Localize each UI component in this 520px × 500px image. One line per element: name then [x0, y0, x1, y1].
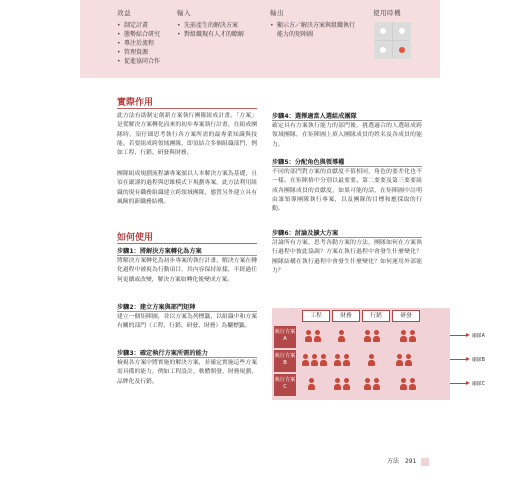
matrix-column-header: 行銷 — [362, 310, 390, 322]
step-1-title: 步驟1：將解決方案轉化為方案 — [117, 248, 202, 255]
person-icon — [343, 378, 350, 390]
step-5-text: 不同的部門對方案的貢獻度不值相同，角色的要差化也不一樣。在矩陣格中分別以最要要、第二要要及第三要要組成各團隊成員的貢獻度，如果可能的話，在矩陣圖中註明由誰領導團隊執行專案，以及團隊的目標和應採取的行動。 — [272, 169, 422, 213]
how-section-title: 如何使用 — [117, 233, 154, 243]
divider — [272, 120, 422, 121]
page-footer — [387, 456, 429, 466]
team-label: 團隊B — [472, 358, 485, 363]
page-number: 291 — [404, 458, 417, 465]
matrix-row-label: 執行方案C — [274, 374, 296, 396]
divider — [117, 108, 257, 109]
benefit-item: • 專注於流程 — [117, 39, 199, 48]
output-label: 輸出 — [270, 9, 284, 17]
divider — [117, 243, 257, 244]
usage-time-column — [373, 8, 413, 59]
team-matrix-illustration — [272, 308, 450, 400]
person-icon — [314, 330, 321, 342]
arrow-head-icon — [466, 381, 470, 385]
input-item: • 先前產生的解決方案 — [177, 21, 265, 30]
footer-section-label: 方法 — [387, 458, 400, 465]
person-icon — [400, 378, 407, 390]
person-icon — [343, 354, 350, 366]
divider — [117, 357, 257, 358]
benefit-item: • 制定計畫 — [117, 21, 199, 30]
matrix-column-header: 財務 — [332, 310, 360, 322]
person-icon — [364, 378, 371, 390]
person-icon — [334, 378, 341, 390]
matrix-column-header: 研發 — [392, 310, 420, 322]
step-2-title: 步驟2：建立方案與部門矩陣 — [117, 304, 196, 311]
benefit-item: • 促進協同合作 — [117, 57, 199, 66]
input-item: • 對組織現有人才的瞭解 — [177, 30, 265, 39]
method-info-panel — [80, 0, 440, 78]
person-icon — [373, 378, 380, 390]
team-label: 團隊C — [472, 382, 485, 387]
person-icon — [405, 354, 412, 366]
divider — [117, 311, 257, 312]
step-5-title: 步驟5：分配角色與領導權 — [272, 159, 345, 166]
step-3-title: 步驟3：確定執行方案所需的能力 — [117, 350, 208, 357]
person-icon — [400, 330, 407, 342]
matrix-row-label: 執行方案A — [274, 326, 296, 348]
person-icon — [409, 378, 416, 390]
person-icon — [409, 330, 416, 342]
practical-paragraph-2: 團隊組成規劃流程讓專案頒以人本解決方案為基礎，且須在嚴謹的過程與思維模式下規劃專案，此方法利用組織的現有職務組織建立跨領域團隊，態質另外建立具有風險的新職務結構。 — [117, 171, 257, 205]
practical-section-title: 實際作用 — [117, 98, 154, 108]
person-icon — [308, 378, 315, 390]
benefit-item: • 態勢綜合研究 — [117, 30, 199, 39]
divider — [272, 166, 422, 167]
usage-time-label: 使用時機 — [373, 9, 401, 17]
person-icon — [302, 354, 309, 366]
usage-time-grid-icon — [373, 21, 411, 59]
matrix-column-header: 工程 — [302, 310, 330, 322]
step-4-text: 確定具有方案執行能力的部門後，挑選適合的人選組成跨領域團隊，在矩陣圖上填入團隊成員的姓名及各成員的能力。 — [272, 123, 422, 148]
input-column — [177, 8, 265, 39]
person-icon — [396, 354, 403, 366]
practical-paragraph-1: 此方法有助制定創新方案執行團隊組成計畫。「方案」是從解決方案轉化而來的初步專案執行計畫，在組成團隊時，須仔細思考執行各方案所需的最專業知識與技能。若要組成跨領域團隊，即須結合多個組織部門，例如工程、行銷、研發與財務。 — [117, 113, 257, 157]
person-icon — [364, 330, 371, 342]
benefit-item: • 管理資源 — [117, 48, 199, 57]
footer-accent-bar — [421, 458, 429, 466]
step-6-title: 步驟6：討論及擴大方案 — [272, 230, 339, 237]
matrix-row-label: 執行方案B — [274, 350, 296, 372]
step-3-text: 檢視各方案中將實施的解決方案，並確定實施這些方案需具備的能力，例如工程設計、軟體開發、財務規劃、品牌化及行銷。 — [117, 360, 257, 385]
divider — [272, 237, 422, 238]
person-icon — [368, 354, 375, 366]
step-4-title: 步驟4：選擇適當人選組成團隊 — [272, 113, 357, 120]
benefit-label: 效益 — [117, 9, 131, 17]
person-icon — [305, 330, 312, 342]
step-6-text: 討論所有方案，思考各動方案的方法，團隊如何在方案執行過程中彼此協調？方案在執行過程中會發生什麼變化？團隊結構在執行過程中會發生什麼變化？如何運用外部能力？ — [272, 240, 422, 274]
output-column — [270, 8, 360, 39]
arrow-head-icon — [466, 357, 470, 361]
team-label: 團隊A — [472, 334, 485, 339]
person-icon — [334, 354, 341, 366]
output-item: • 顯示方／解決方案與組織執行能力的矩陣圖 — [270, 21, 360, 39]
input-label: 輸入 — [177, 9, 191, 17]
step-2-text: 建立一個矩陣圖，並以方案為列標籤，以組織中和方案有關的部門（工程、行銷、研發、財務）為欄標籤。 — [117, 314, 257, 330]
person-icon — [373, 330, 380, 342]
person-icon — [320, 354, 327, 366]
person-icon — [338, 330, 345, 342]
person-icon — [311, 354, 318, 366]
divider — [117, 255, 257, 256]
arrow-head-icon — [466, 333, 470, 337]
step-1-text: 將解決方案轉化為初步專案的執行計畫，解決方案在轉化過程中被視為行動項目，其內容保持原樣，不經過任何更續或改變，解決方案如轉化後變成方案。 — [117, 258, 257, 283]
